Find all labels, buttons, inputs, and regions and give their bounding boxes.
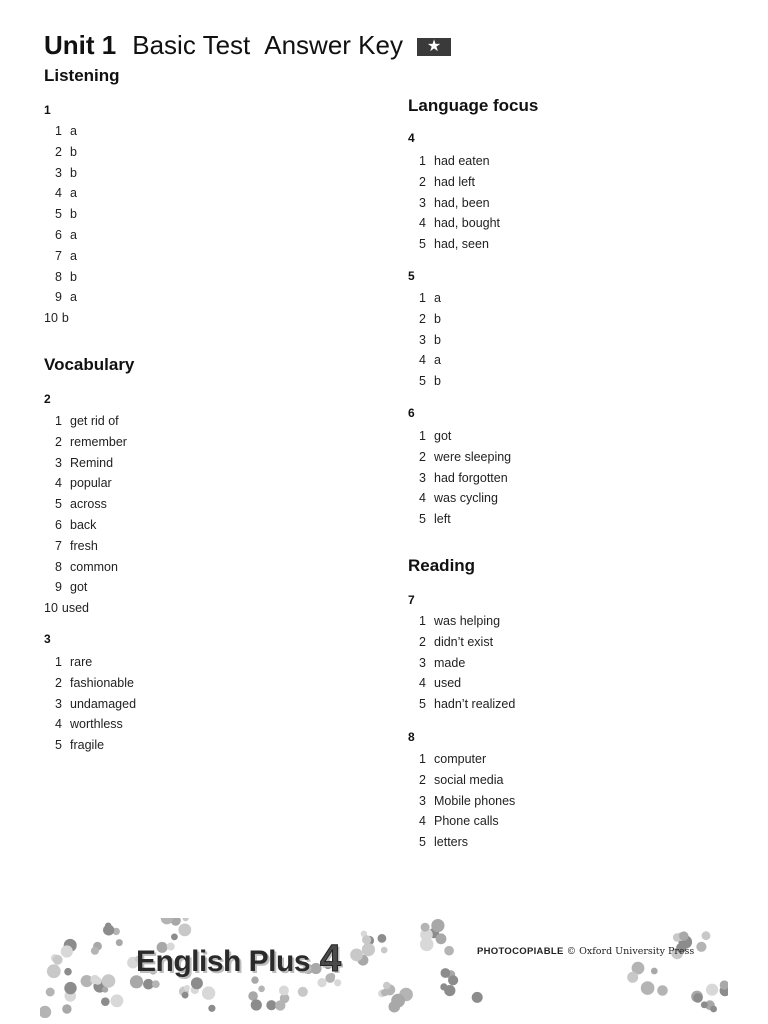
answer-text: undamaged <box>70 696 137 711</box>
decorative-dot <box>101 997 110 1006</box>
answer-number: 2 <box>419 311 426 326</box>
answer-item <box>44 225 77 246</box>
answer-text: was cycling <box>434 491 498 506</box>
decorative-dot <box>381 989 388 996</box>
answer-item <box>408 468 511 489</box>
exercise-number: 1 <box>44 103 51 117</box>
answer-item <box>44 163 77 184</box>
photocopiable-label: PHOTOCOPIABLE <box>477 946 564 957</box>
decorative-dot <box>251 999 262 1010</box>
decorative-dot <box>183 918 189 921</box>
answer-text: had left <box>434 174 476 189</box>
decorative-dot <box>381 947 388 954</box>
answer-number: 5 <box>419 835 426 850</box>
answer-number: 5 <box>55 497 62 512</box>
answer-item <box>408 193 500 214</box>
exercise-number: 2 <box>44 392 51 406</box>
answer-item <box>44 714 136 735</box>
answer-item <box>44 246 77 267</box>
answer-item <box>44 121 77 142</box>
answer-number: 3 <box>419 332 426 347</box>
decorative-dot <box>178 924 191 937</box>
decorative-dot <box>47 964 61 978</box>
answer-text: social media <box>434 772 504 787</box>
answer-item <box>408 330 441 351</box>
answer-item <box>408 653 515 674</box>
decorative-dot <box>182 992 189 999</box>
answer-number: 7 <box>55 248 62 263</box>
answer-number: 4 <box>419 216 426 231</box>
answer-item <box>44 267 77 288</box>
answer-item <box>44 735 136 756</box>
answer-item <box>44 515 127 536</box>
exercise-number: 7 <box>408 593 415 607</box>
answer-text: was helping <box>434 614 501 628</box>
answer-list <box>408 288 441 392</box>
answer-list <box>44 411 127 619</box>
answer-text: got <box>70 580 88 595</box>
decorative-dot <box>421 923 430 932</box>
answer-text: had, bought <box>434 216 501 231</box>
decorative-dot <box>441 968 451 978</box>
answer-number: 8 <box>55 269 62 284</box>
decorative-dot <box>444 985 455 996</box>
answer-number: 1 <box>419 752 426 766</box>
answer-item <box>408 350 441 371</box>
decorative-dot <box>61 945 73 957</box>
answer-number: 4 <box>419 814 426 829</box>
answer-item <box>408 288 441 309</box>
answer-item <box>408 749 515 770</box>
answer-text: a <box>70 290 77 305</box>
decorative-dot <box>64 982 76 994</box>
decorative-dot <box>362 943 375 956</box>
answer-number: 10 <box>44 601 58 616</box>
answer-number: 6 <box>55 227 62 242</box>
answer-list <box>408 151 500 255</box>
answer-number: 2 <box>419 772 426 787</box>
section-title-language-focus: Language focus <box>408 96 539 115</box>
answer-item <box>44 536 127 557</box>
answer-number: 1 <box>419 154 426 168</box>
answer-item <box>408 488 511 509</box>
answer-text: b <box>70 207 77 222</box>
answer-number: 5 <box>55 738 62 753</box>
decorative-dot <box>258 986 265 993</box>
answer-number: 2 <box>55 434 62 449</box>
answer-text: Remind <box>70 455 114 470</box>
answer-item <box>44 308 77 329</box>
decorative-dot <box>627 972 638 983</box>
answer-item <box>408 447 511 468</box>
answer-number: 1 <box>419 614 426 628</box>
decorative-dot <box>389 1001 401 1013</box>
answer-number: 6 <box>55 517 62 532</box>
answer-text: worthless <box>70 717 123 732</box>
answer-item <box>44 183 77 204</box>
answer-item <box>44 287 77 308</box>
answer-number: 2 <box>419 174 426 189</box>
decorative-dot <box>62 1004 71 1013</box>
answer-text: b <box>434 332 441 347</box>
answer-list <box>44 121 77 329</box>
english-plus-logo <box>136 938 341 981</box>
answer-text: had, been <box>434 195 490 210</box>
answer-item <box>44 473 127 494</box>
decorative-dot <box>657 985 668 996</box>
decorative-dot <box>161 918 173 924</box>
decorative-dot <box>679 931 688 940</box>
answer-text: used <box>61 601 90 616</box>
answer-list <box>408 749 515 853</box>
answer-text: a <box>70 124 77 138</box>
decorative-dot <box>706 984 718 996</box>
decorative-dot <box>378 934 387 943</box>
answer-number: 3 <box>55 696 62 711</box>
answer-number: 8 <box>55 559 62 574</box>
answer-item <box>408 791 515 812</box>
decorative-dot <box>298 987 308 997</box>
section-title-listening: Listening <box>44 66 120 85</box>
decorative-dot <box>90 975 99 984</box>
answer-text: b <box>434 374 441 389</box>
answer-text: got <box>434 429 452 443</box>
answer-text: remember <box>70 434 127 449</box>
answer-number: 2 <box>419 449 426 464</box>
decorative-dot <box>275 1000 285 1010</box>
answer-list <box>44 652 136 756</box>
answer-number: 4 <box>55 186 62 201</box>
answer-text: were sleeping <box>434 449 512 464</box>
decorative-dot <box>202 986 215 999</box>
answer-number: 4 <box>419 491 426 506</box>
section-title-vocabulary: Vocabulary <box>44 355 135 374</box>
answer-text: a <box>70 186 77 201</box>
answer-text: a <box>434 353 441 368</box>
test-type-label: Basic Test <box>132 30 251 60</box>
answer-text: fashionable <box>70 675 134 690</box>
answer-text: had forgotten <box>434 470 508 485</box>
answer-item <box>408 172 500 193</box>
logo-brand: English Plus <box>136 945 311 978</box>
decorative-dot <box>248 991 258 1001</box>
answer-number: 9 <box>55 290 62 305</box>
unit-label: Unit 1 <box>44 30 117 60</box>
section-title-reading: Reading <box>408 556 476 575</box>
answer-text: had, seen <box>434 237 489 252</box>
answer-text: b <box>70 144 77 159</box>
exercise-number: 5 <box>408 269 415 283</box>
decorative-dot <box>431 919 444 932</box>
decorative-dot <box>40 1006 51 1018</box>
decorative-dot <box>710 1006 717 1013</box>
copyright-notice <box>477 946 694 957</box>
answer-text: left <box>434 512 451 527</box>
answer-text: a <box>434 291 441 305</box>
answer-text: had eaten <box>434 154 490 168</box>
answer-item <box>408 309 441 330</box>
answer-text: used <box>434 676 462 691</box>
answer-number: 1 <box>419 291 426 305</box>
answer-text: get rid of <box>70 414 119 428</box>
answer-number: 4 <box>55 476 62 491</box>
logo-level: 4 <box>320 938 341 980</box>
answer-number: 5 <box>419 697 426 712</box>
answer-item <box>408 673 515 694</box>
answer-item <box>408 832 515 853</box>
page-title <box>44 30 451 66</box>
answer-number: 3 <box>419 655 426 670</box>
answer-item <box>408 632 515 653</box>
answer-text: common <box>70 559 118 574</box>
answer-item <box>408 611 515 632</box>
answer-number: 3 <box>419 470 426 485</box>
answer-item <box>408 213 500 234</box>
answer-text: b <box>61 311 69 326</box>
answer-item <box>44 494 127 515</box>
answer-text: Mobile phones <box>434 793 516 808</box>
answer-number: 5 <box>55 207 62 222</box>
decorative-dot <box>53 955 63 965</box>
decorative-dot <box>116 939 123 946</box>
decorative-dot <box>651 968 658 975</box>
decorative-dot <box>448 975 458 985</box>
answer-text: back <box>70 517 97 532</box>
answer-item <box>44 557 127 578</box>
answer-list <box>408 426 511 530</box>
answer-item <box>408 509 511 530</box>
answer-number: 4 <box>55 717 62 732</box>
answer-text: fragile <box>70 738 105 753</box>
answer-item <box>44 598 127 619</box>
answer-number: 1 <box>55 124 62 138</box>
answer-number: 3 <box>419 793 426 808</box>
answer-text: b <box>70 165 77 180</box>
answer-number: 2 <box>419 634 426 649</box>
answer-number: 5 <box>419 512 426 527</box>
decorative-dot <box>693 993 703 1003</box>
answer-text: hadn’t realized <box>434 697 516 712</box>
answer-item <box>408 371 441 392</box>
decorative-dot <box>641 981 655 995</box>
answer-number: 10 <box>44 311 58 326</box>
answer-number: 5 <box>419 237 426 252</box>
answer-number: 4 <box>419 676 426 691</box>
exercise-number: 8 <box>408 730 415 744</box>
decorative-dot <box>184 985 190 991</box>
answer-item <box>44 577 127 598</box>
answer-number: 7 <box>55 538 62 553</box>
answer-number: 1 <box>55 655 62 669</box>
answer-text: popular <box>70 476 112 491</box>
decorative-dot <box>102 974 116 988</box>
decorative-dot <box>383 982 391 990</box>
exercise-number: 4 <box>408 131 415 145</box>
decorative-dot <box>46 988 55 997</box>
star-icon: ★ <box>417 38 451 56</box>
answer-item <box>44 204 77 225</box>
answer-text: a <box>70 227 77 242</box>
answer-item <box>44 453 127 474</box>
answer-item <box>408 811 515 832</box>
answer-text: rare <box>70 655 93 669</box>
decorative-dot <box>472 992 483 1003</box>
answer-number: 3 <box>419 195 426 210</box>
answer-item <box>408 234 500 255</box>
answer-number: 3 <box>55 165 62 180</box>
answer-text: didn’t exist <box>434 634 494 649</box>
answer-text: b <box>70 269 77 284</box>
decorative-dot <box>111 994 124 1007</box>
answer-list <box>408 611 515 715</box>
answer-number: 9 <box>55 580 62 595</box>
decorative-dot <box>436 933 447 944</box>
decorative-dot <box>350 949 363 962</box>
decorative-dot <box>444 946 454 956</box>
answer-item <box>408 770 515 791</box>
answer-text: Phone calls <box>434 814 499 829</box>
decorative-dot <box>362 935 371 944</box>
answer-number: 1 <box>55 414 62 428</box>
answer-text: b <box>434 311 441 326</box>
answer-number: 3 <box>55 455 62 470</box>
decorative-dot <box>696 942 706 952</box>
answer-number: 2 <box>55 675 62 690</box>
decorative-dot <box>91 947 99 955</box>
decorative-dot <box>105 923 111 929</box>
decorative-dot <box>266 1000 276 1010</box>
answer-item <box>44 694 136 715</box>
decorative-dot <box>208 1005 215 1012</box>
answer-item <box>408 426 511 447</box>
answer-item <box>44 652 136 673</box>
answer-text: a <box>70 248 77 263</box>
answer-text: letters <box>434 835 469 850</box>
answer-text: computer <box>434 752 487 766</box>
decorative-dot <box>279 986 289 996</box>
answer-item <box>44 411 127 432</box>
decorative-dot <box>64 968 72 976</box>
answer-item <box>44 673 136 694</box>
decorative-dot <box>701 1001 708 1008</box>
answer-key-label: Answer Key <box>264 30 403 60</box>
answer-item <box>408 151 500 172</box>
footer-banner <box>40 918 728 1018</box>
answer-number: 2 <box>55 144 62 159</box>
answer-number: 4 <box>419 353 426 368</box>
decorative-dot <box>702 931 711 940</box>
answer-number: 5 <box>419 374 426 389</box>
decorative-dot <box>152 980 160 988</box>
answer-text: made <box>434 655 466 670</box>
answer-text: fresh <box>70 538 98 553</box>
answer-item <box>44 432 127 453</box>
answer-text: across <box>70 497 107 512</box>
exercise-number: 6 <box>408 406 415 420</box>
exercise-number: 3 <box>44 632 51 646</box>
answer-item <box>408 694 515 715</box>
answer-item <box>44 142 77 163</box>
copyright-text: © Oxford University Press <box>566 946 695 957</box>
answer-number: 1 <box>419 429 426 443</box>
